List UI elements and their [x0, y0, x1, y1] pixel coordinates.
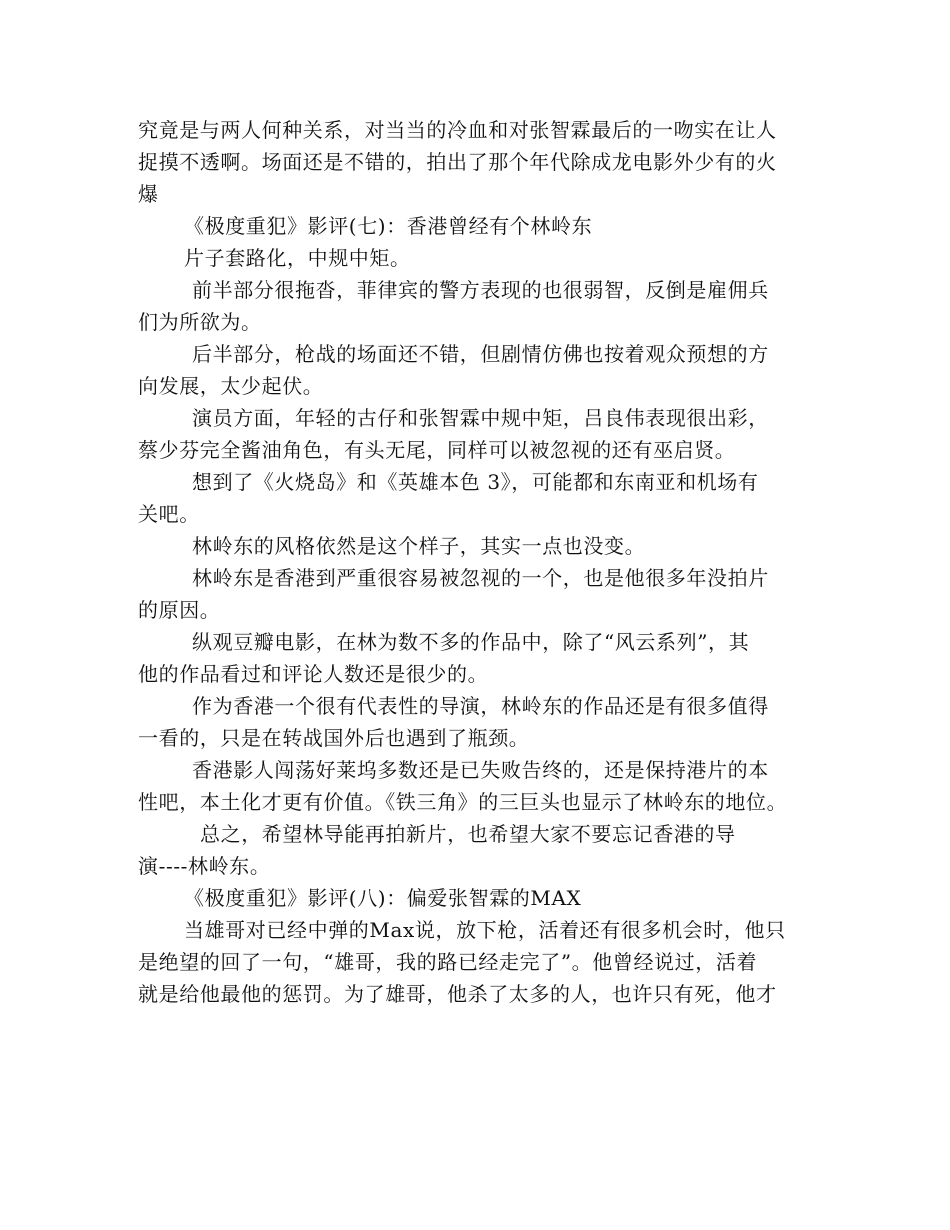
section-heading: 《极度重犯》影评(七)：香港曾经有个林岭东	[184, 214, 593, 238]
paragraph-line: 爆	[138, 182, 159, 206]
paragraph-line: 蔡少芬完全酱油角色，有头无尾，同样可以被忽视的还有巫启贤。	[138, 438, 736, 462]
paragraph-line: 向发展，太少起伏。	[138, 374, 324, 398]
paragraph-line: 是绝望的回了一句，“雄哥，我的路已经走完了”。他曾经说过，活着	[138, 950, 758, 974]
paragraph-line: 的原因。	[138, 598, 221, 622]
paragraph-line: 想到了《火烧岛》和《英雄本色 3》，可能都和东南亚和机场有	[192, 470, 759, 494]
paragraph-line: 前半部分很拖沓，菲律宾的警方表现的也很弱智，反倒是雇佣兵	[192, 278, 769, 302]
paragraph-line: 纵观豆瓣电影，在林为数不多的作品中，除了“风云系列”，其	[192, 630, 750, 654]
paragraph-line: 性吧，本土化才更有价值。《铁三角》的三巨头也显示了林岭东的地位。	[138, 790, 788, 814]
paragraph-line: 林岭东是香港到严重很容易被忽视的一个，也是他很多年没拍片	[192, 566, 769, 590]
paragraph-line: 总之，希望林导能再拍新片，也希望大家不要忘记香港的导	[200, 822, 736, 846]
document-body	[138, 114, 818, 1010]
paragraph-line: 演----林岭东。	[138, 854, 271, 878]
paragraph-line: 一看的，只是在转战国外后也遇到了瓶颈。	[138, 726, 530, 750]
paragraph-line: 作为香港一个很有代表性的导演，林岭东的作品还是有很多值得	[192, 694, 769, 718]
section-heading: 《极度重犯》影评(八)：偏爱张智霖的MAX	[184, 886, 582, 910]
paragraph-line: 当雄哥对已经中弹的Max说，放下枪，活着还有很多机会时，他只	[184, 918, 786, 942]
paragraph-line: 捉摸不透啊。场面还是不错的，拍出了那个年代除成龙电影外少有的火	[138, 150, 777, 174]
paragraph-line: 后半部分，枪战的场面还不错，但剧情仿佛也按着观众预想的方	[192, 342, 769, 366]
paragraph-line: 片子套路化，中规中矩。	[184, 246, 411, 270]
paragraph-line: 他的作品看过和评论人数还是很少的。	[138, 662, 489, 686]
paragraph-line: 林岭东的风格依然是这个样子，其实一点也没变。	[192, 534, 646, 558]
paragraph-line: 们为所欲为。	[138, 310, 262, 334]
paragraph-line: 关吧。	[138, 502, 200, 526]
paragraph-line: 就是给他最他的惩罚。为了雄哥，他杀了太多的人，也许只有死，他才	[138, 982, 777, 1006]
paragraph-line: 香港影人闯荡好莱坞多数还是已失败告终的，还是保持港片的本	[192, 758, 769, 782]
paragraph-line: 究竟是与两人何种关系，对当当的冷血和对张智霖最后的一吻实在让人	[138, 118, 777, 142]
paragraph-line: 演员方面，年轻的古仔和张智霖中规中矩，吕良伟表现很出彩，	[192, 406, 769, 430]
